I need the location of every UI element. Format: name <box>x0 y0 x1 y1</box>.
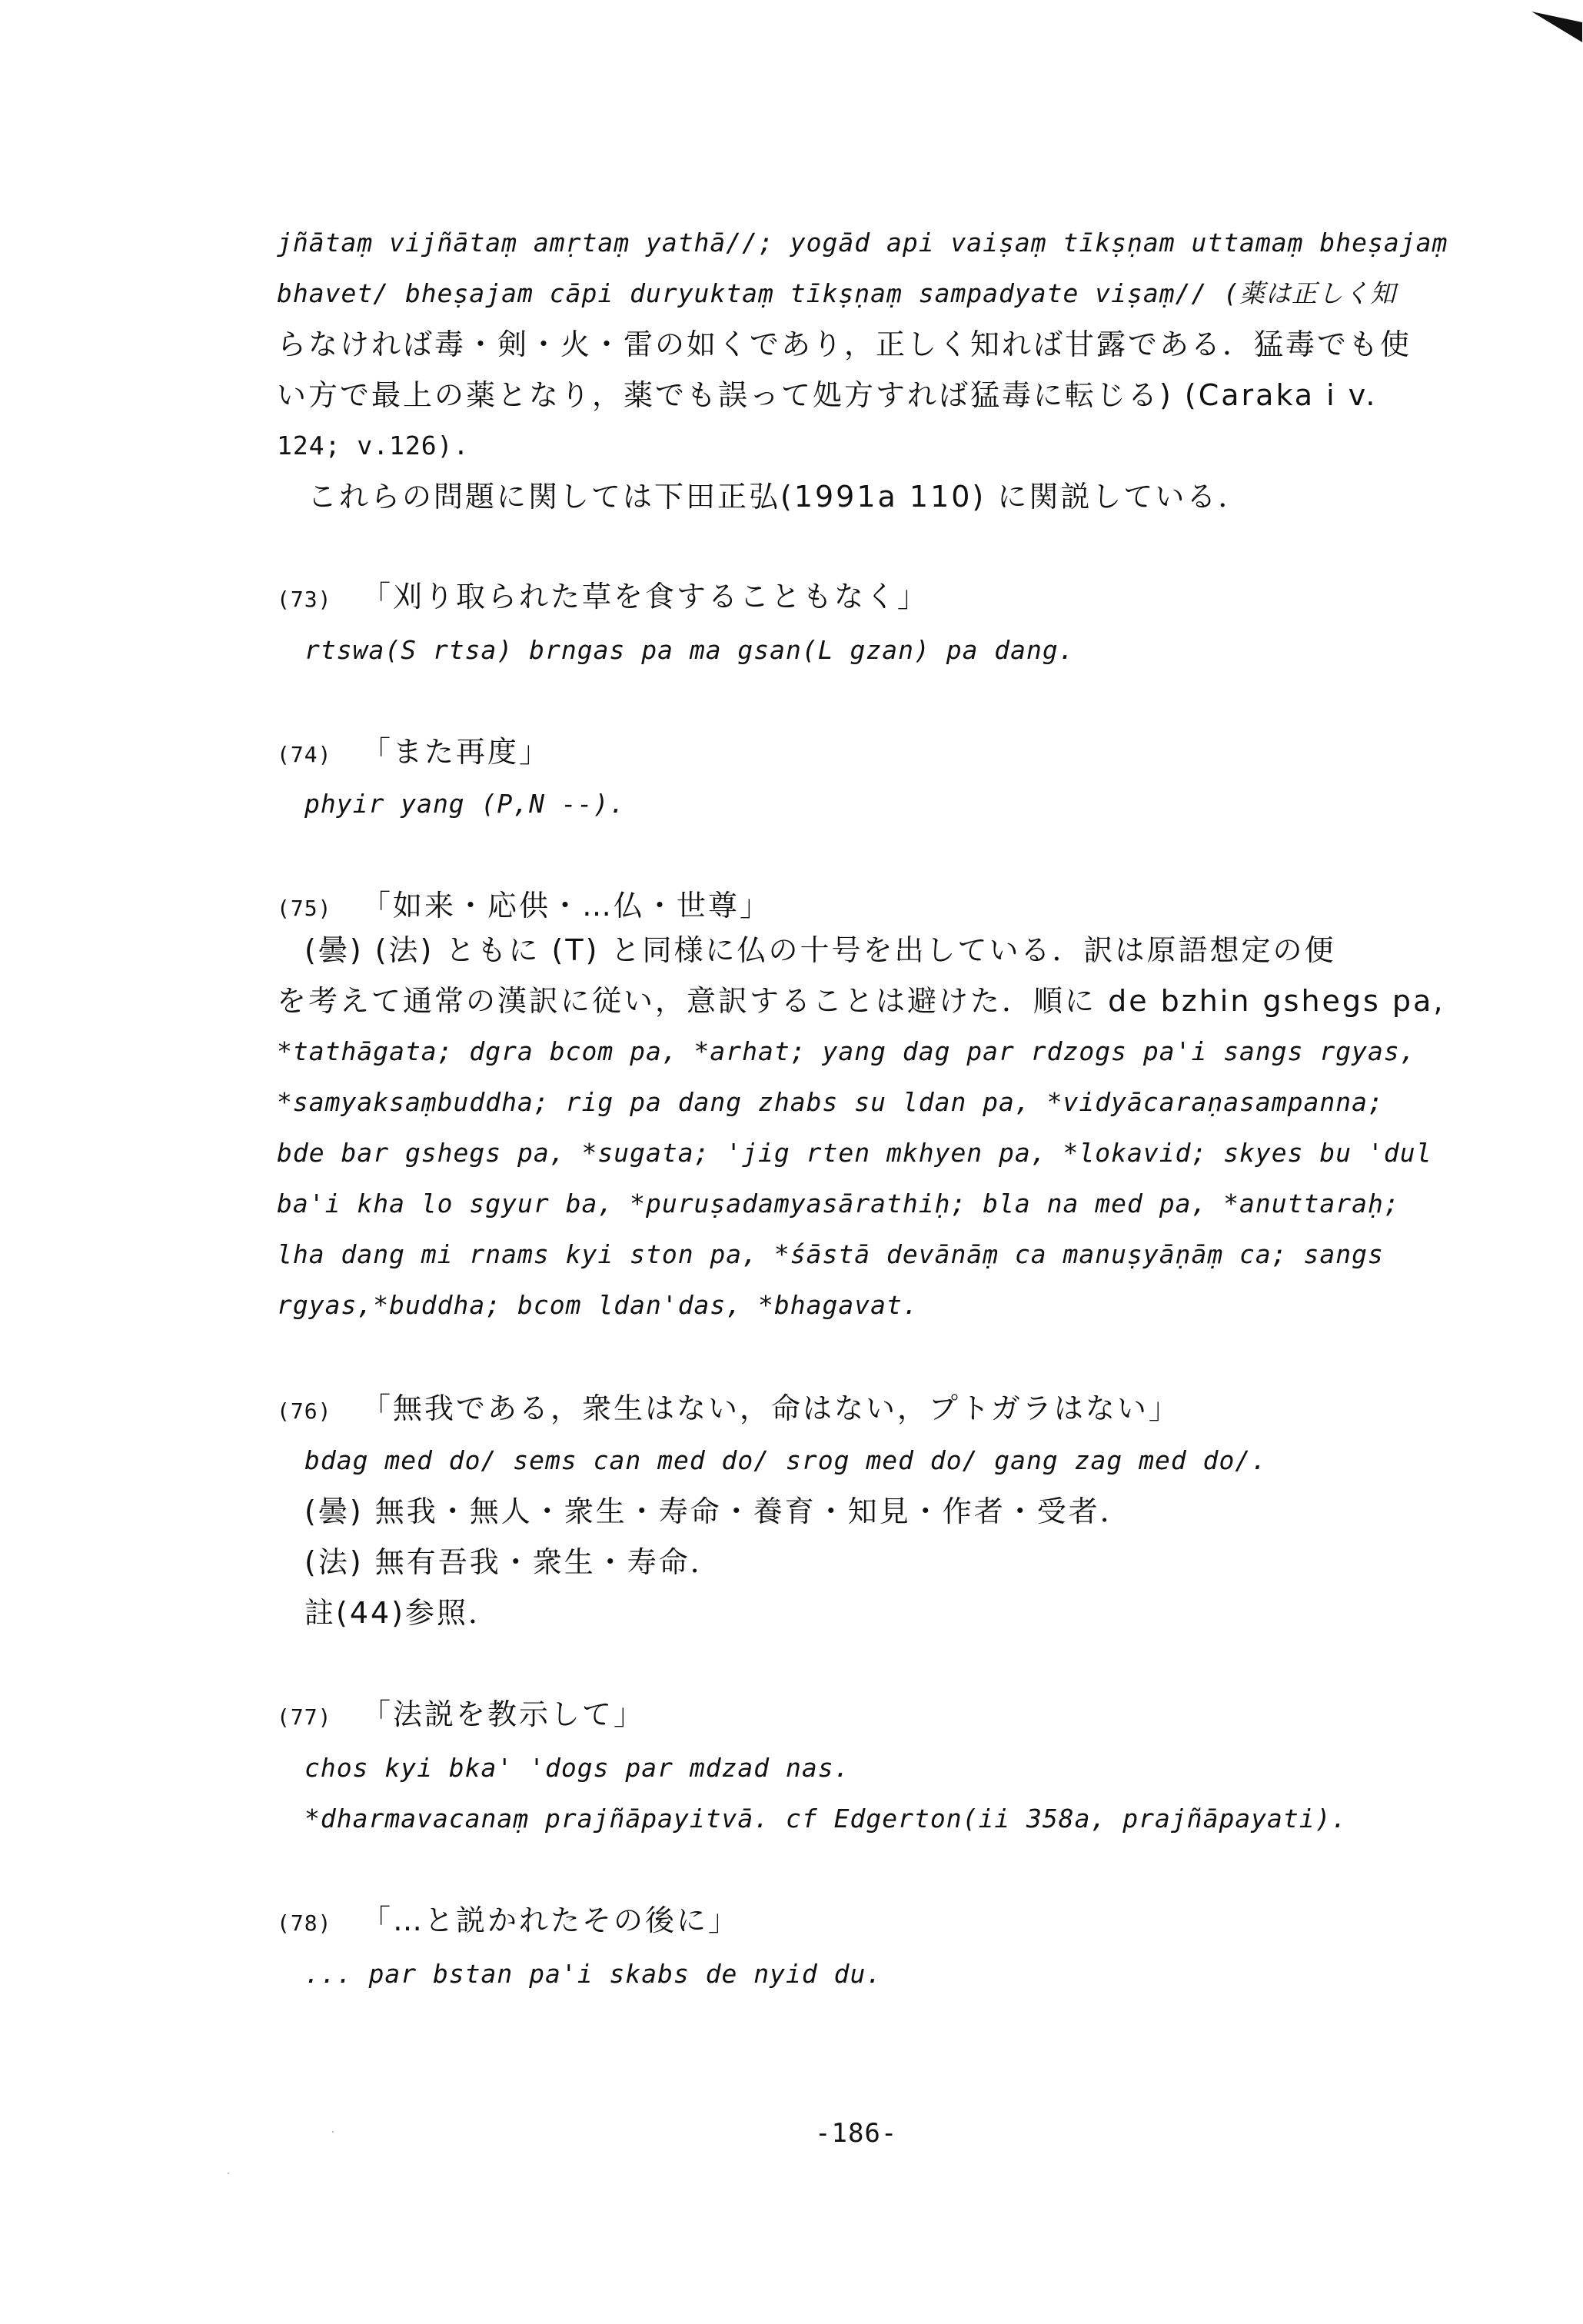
note-75-line-7: lha dang mi rnams kyi ston pa, *śāstā devānāṃ ca manuṣyāṇāṃ ca; sangs <box>277 1239 1384 1269</box>
note-75-heading: 「如来・応供・…仏・世尊」 <box>361 889 772 923</box>
note-74-line-1: phyir yang (P,N --). <box>304 789 626 819</box>
note-73-number: (73) <box>277 587 332 612</box>
note-76-line-2: (曇) 無我・無人・衆生・寿命・養育・知見・作者・受者． <box>304 1494 1132 1528</box>
note-76-line-1: bdag med do/ sems can med do/ srog med do/ gang zag med do/. <box>304 1445 1268 1475</box>
note-75-number: (75) <box>277 896 332 921</box>
note-77-heading: 「法説を教示して」 <box>361 1697 646 1731</box>
intro-line-2: bhavet/ bheṣajam cāpi duryuktaṃ tīkṣṇaṃ sampadyate viṣaṃ// (薬は正しく知 <box>277 278 1397 308</box>
note-75-line-5: bde bar gshegs pa, *sugata; 'jig rten mkhyen pa, *lokavid; skyes bu 'dul <box>277 1138 1432 1168</box>
note-75-line-4: *samyaksaṃbuddha; rig pa dang zhabs su ldan pa, *vidyācaraṇasampanna; <box>277 1087 1384 1117</box>
note-73-line-1: rtswa(S rtsa) brngas pa ma gsan(L gzan) pa dang. <box>304 635 1075 665</box>
scan-speck <box>332 2131 334 2133</box>
note-75-line-8: rgyas,*buddha; bcom ldan'das, *bhagavat. <box>277 1290 919 1320</box>
note-78-line-1: ... par bstan pa'i skabs de nyid du. <box>304 1959 883 1989</box>
note-75-line-1: (曇) (法) ともに (T) と同様に仏の十号を出している．訳は原語想定の便 <box>304 933 1336 967</box>
intro-line-3: らなければ毒・剣・火・雷の如くであり，正しく知れば甘露である．猛毒でも使 <box>277 327 1412 361</box>
page-number: -186- <box>815 2118 898 2149</box>
note-75-line-3: *tathāgata; dgra bcom pa, *arhat; yang dag par rdzogs pa'i sangs rgyas, <box>277 1036 1416 1066</box>
note-76-line-3: (法) 無有吾我・衆生・寿命． <box>304 1545 722 1579</box>
intro-line-5: 124; v.126). <box>277 431 470 460</box>
note-78-number: (78) <box>277 1910 332 1936</box>
note-74-heading: 「また再度」 <box>361 735 551 769</box>
note-76-heading: 「無我である，衆生はない，命はない，プトガラはない」 <box>361 1391 1180 1425</box>
note-75-line-2: を考えて通常の漢訳に従い，意訳することは避けた．順に de bzhin gshegs pa, <box>277 984 1445 1018</box>
note-78-heading: 「…と説かれたその後に」 <box>361 1903 740 1937</box>
corner-mark <box>1531 12 1582 42</box>
note-75-line-6: ba'i kha lo sgyur ba, *puruṣadamyasārathiḥ; bla na med pa, *anuttaraḥ; <box>277 1189 1400 1219</box>
intro-line-6: これらの問題に関しては下田正弘(1991a 110) に関説している． <box>308 480 1250 514</box>
note-76-line-4: 註(44)参照． <box>304 1596 501 1630</box>
intro-line-4: い方で最上の薬となり，薬でも誤って処方すれば猛毒に転じる) (Caraka i v. <box>277 378 1378 412</box>
note-77-number: (77) <box>277 1704 332 1730</box>
note-77-line-1: chos kyi bka' 'dogs par mdzad nas. <box>304 1753 850 1783</box>
note-74-number: (74) <box>277 742 332 767</box>
note-76-number: (76) <box>277 1398 332 1424</box>
intro-line-1: jñātaṃ vijñātaṃ amṛtaṃ yathā//; yogād api vaiṣaṃ tīkṣṇam uttamaṃ bheṣajaṃ <box>277 228 1448 258</box>
note-73-heading: 「刈り取られた草を食することもなく」 <box>361 580 930 613</box>
scan-speck <box>228 2173 229 2174</box>
note-77-line-2: *dharmavacanaṃ prajñāpayitvā. cf Edgerton(ii 358a, prajñāpayati). <box>304 1804 1348 1834</box>
